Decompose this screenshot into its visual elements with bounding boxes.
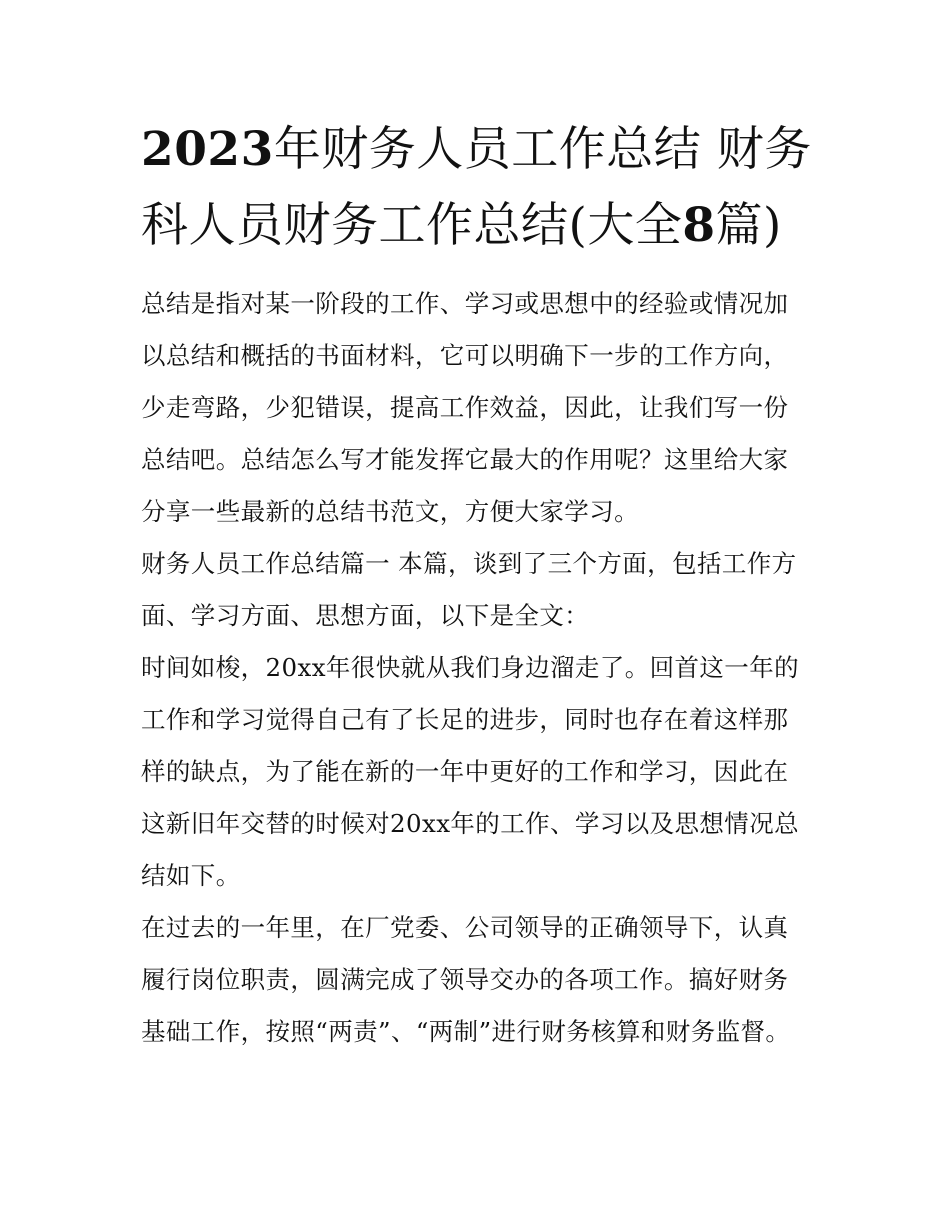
paragraph-intro: 总结是指对某一阶段的工作、学习或思想中的经验或情况加以总结和概括的书面材料，它可以明确下一步的工作方向，少走弯路，少犯错误，提高工作效益，因此，让我们写一份总结吧。总结怎么写才能发挥它最大的作用呢？这里给大家分享一些最新的总结书范文，方便大家学习。 [141,289,789,526]
document-page [141,112,813,1058]
paragraph-section-one-heading: 财务人员工作总结篇一 本篇，谈到了三个方面，包括工作方面、学习方面、思想方面，以下是全文： [141,549,797,630]
title-text: 年财务人员工作总结 财务科人员财务工作总结(大全 [141,122,812,253]
document-title [141,112,813,264]
paragraph-past-year: 在过去的一年里，在厂党委、公司领导的正确领导下，认真履行岗位职责，圆满完成了领导交办的各项工作。搞好财务基础工作，按照“两责”、“两制”进行财务核算和财务监督。 [141,913,791,1046]
title-end: 篇) [715,198,782,253]
paragraph-time-review: 时间如梭，20xx年很快就从我们身边溜走了。回首这一年的工作和学习觉得自己有了长足的进步，同时也存在着这样那样的缺点，为了能在新的一年中更好的工作和学习，因此在这新旧年交替的时候对20xx年的工作、学习以及思想情况总结如下。 [141,653,800,890]
title-year: 2023 [141,122,274,177]
title-count: 8 [682,198,716,253]
